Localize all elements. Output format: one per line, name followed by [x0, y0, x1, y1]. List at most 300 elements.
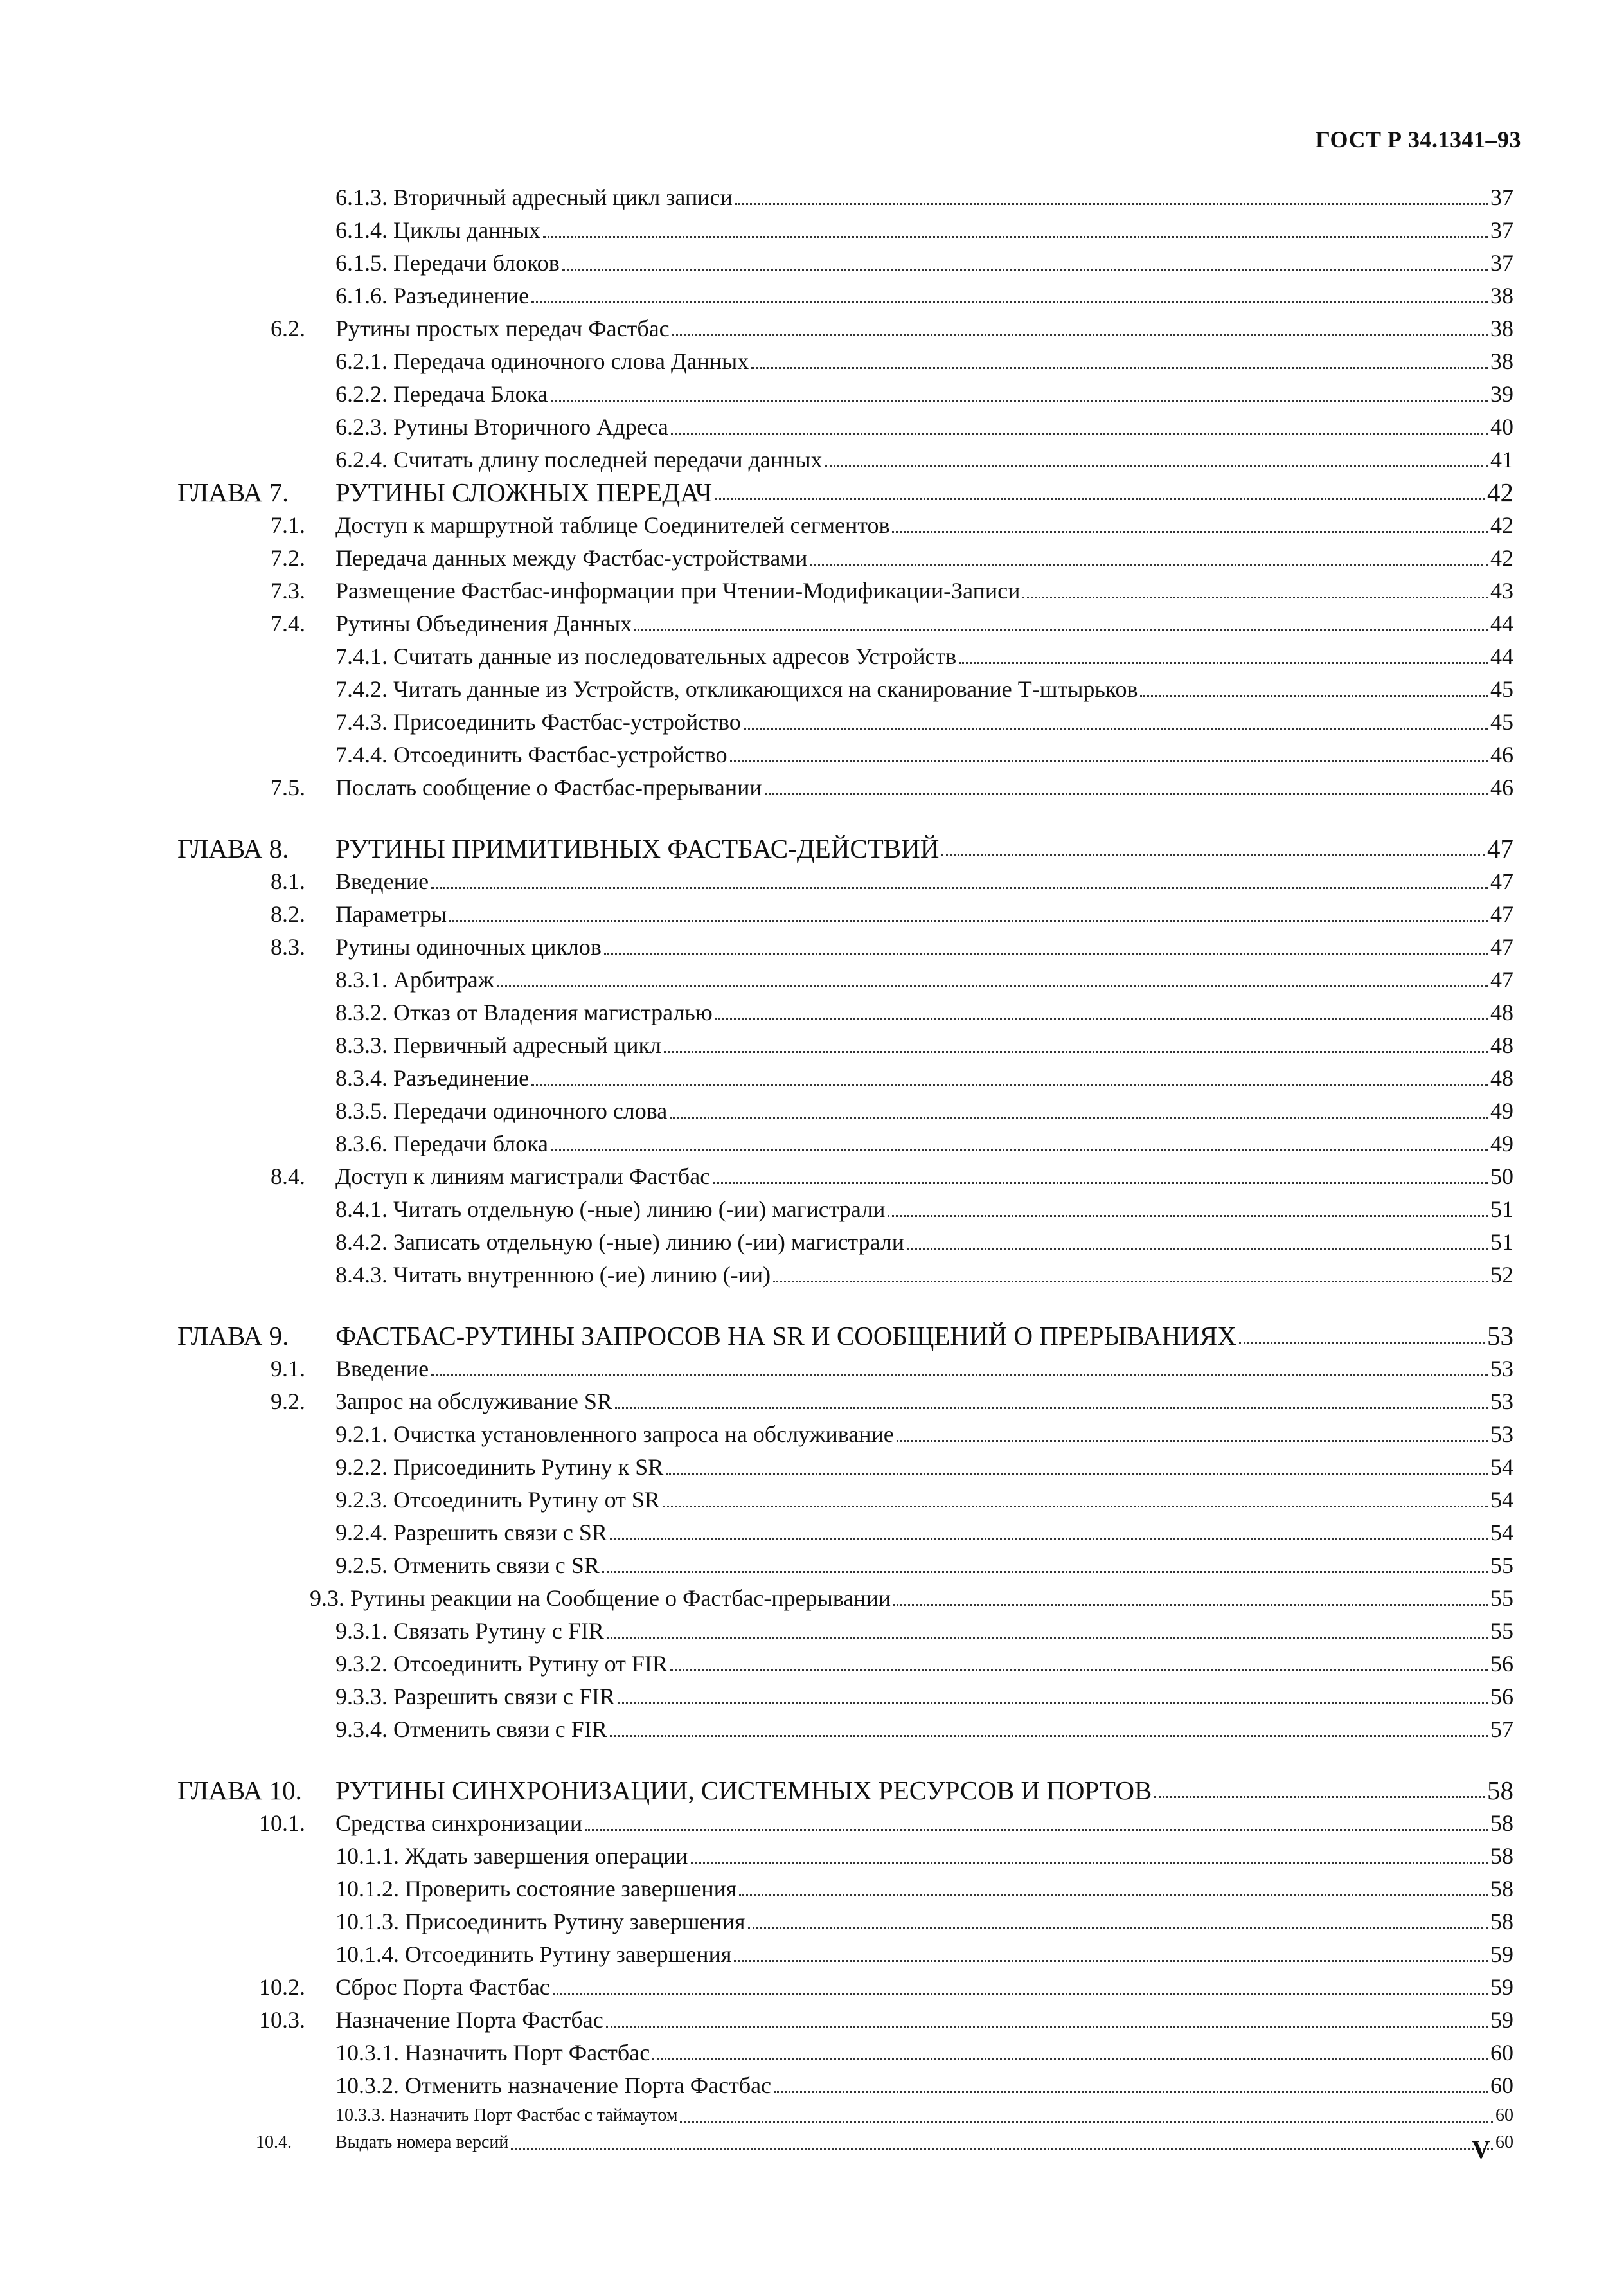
- toc-entry: [335, 832, 1513, 865]
- dot-leader: [773, 1281, 1488, 1282]
- page-number-roman: V: [1472, 2135, 1490, 2164]
- dot-leader: [748, 1927, 1488, 1929]
- toc-page-number: 42: [1487, 478, 1513, 507]
- toc-page-number: 54: [1490, 1487, 1513, 1513]
- table-of-contents: [0, 181, 1624, 2156]
- dot-leader: [734, 1960, 1488, 1962]
- toc-entry: [335, 673, 1513, 706]
- toc-page-number: 38: [1490, 283, 1513, 309]
- toc-entry-title: Введение: [335, 868, 429, 894]
- toc-entry: [335, 312, 1513, 345]
- dot-leader: [691, 1862, 1488, 1864]
- toc-entry-row: [0, 2129, 1624, 2156]
- toc-entry: [335, 640, 1513, 673]
- toc-entry: [335, 542, 1513, 575]
- toc-page-number: 53: [1487, 1321, 1513, 1351]
- toc-entry-number: ГЛАВА 8.: [177, 834, 289, 863]
- toc-entry: [335, 1905, 1513, 1938]
- toc-entry: [335, 1549, 1513, 1582]
- toc-entry-row: [0, 898, 1624, 931]
- toc-entry-title: Передача данных между Фастбас-устройствами: [335, 545, 808, 571]
- toc-entry: [335, 2004, 1513, 2037]
- toc-page-number: 52: [1490, 1262, 1513, 1288]
- toc-entry-title: Размещение Фастбас-информации при Чтении-Модификации-Записи: [335, 578, 1021, 604]
- toc-entry-title: 10.3.1. Назначить Порт Фастбас: [335, 2040, 650, 2065]
- toc-page-number: 58: [1490, 1843, 1513, 1869]
- toc-entry-row: [0, 1582, 1624, 1615]
- toc-entry: [335, 476, 1513, 509]
- toc-entry-row: [0, 2069, 1624, 2102]
- toc-page-number: 48: [1490, 1065, 1513, 1091]
- toc-page-number: 58: [1490, 1810, 1513, 1836]
- toc-page-number: 55: [1490, 1618, 1513, 1644]
- toc-entry-row: [0, 964, 1624, 996]
- toc-entry-row: [0, 1680, 1624, 1713]
- toc-entry-row: [0, 1484, 1624, 1516]
- toc-entry-row: [0, 444, 1624, 476]
- toc-entry-row: [0, 1095, 1624, 1128]
- toc-entry-title: Рутины Объединения Данных: [335, 611, 632, 636]
- toc-page-number: 38: [1490, 316, 1513, 341]
- toc-page-number: 59: [1490, 2007, 1513, 2033]
- toc-entry: [335, 931, 1513, 964]
- toc-entry-title: 10.1.3. Присоединить Рутину завершения: [335, 1909, 745, 1934]
- dot-leader: [602, 1571, 1488, 1573]
- toc-entry: [335, 1840, 1513, 1873]
- toc-entry-title: Рутины простых передач Фастбас: [335, 316, 670, 341]
- dot-leader: [497, 985, 1488, 987]
- toc-entry-title: 8.4.1. Читать отдельную (-ные) линию (-ии) магистрали: [335, 1196, 886, 1222]
- toc-entry-row: [0, 1385, 1624, 1418]
- toc-entry-row: [0, 247, 1624, 280]
- toc-entry-row: [0, 1938, 1624, 1971]
- toc-entry-row: [0, 1029, 1624, 1062]
- toc-entry-number: 9.2.: [271, 1389, 305, 1414]
- toc-entry-number: 8.4.: [271, 1164, 305, 1189]
- toc-entry-number: 7.3.: [271, 578, 305, 604]
- toc-page-number: 39: [1490, 381, 1513, 407]
- toc-entry-title: 9.3.3. Разрешить связи с FIR: [335, 1684, 615, 1709]
- toc-entry-number: 10.3.: [259, 2007, 305, 2033]
- toc-entry-title: 6.1.6. Разъединение: [335, 283, 530, 309]
- toc-entry: [335, 1615, 1513, 1648]
- dot-leader: [680, 2121, 1493, 2123]
- toc-entry-row: [0, 280, 1624, 312]
- toc-entry: [335, 1680, 1513, 1713]
- toc-entry-row: [0, 411, 1624, 444]
- toc-entry-number: ГЛАВА 10.: [177, 1776, 302, 1805]
- toc-page-number: 54: [1490, 1454, 1513, 1480]
- toc-entry: [335, 575, 1513, 607]
- dot-leader: [562, 269, 1488, 271]
- toc-page-number: 47: [1490, 967, 1513, 993]
- toc-entry: [335, 1971, 1513, 2004]
- toc-entry-title: 8.3.4. Разъединение: [335, 1065, 530, 1091]
- toc-entry: [335, 1648, 1513, 1680]
- toc-entry-row: [0, 771, 1624, 804]
- toc-entry: [335, 214, 1513, 247]
- toc-page-number: 43: [1490, 578, 1513, 604]
- dot-leader: [1140, 695, 1488, 697]
- toc-entry-row: [0, 1971, 1624, 2004]
- standard-header: ГОСТ Р 34.1341–93: [1316, 127, 1521, 152]
- toc-page-number: 46: [1490, 775, 1513, 800]
- dot-leader: [893, 1604, 1488, 1606]
- toc-entry-number: 7.2.: [271, 545, 305, 571]
- dot-leader: [664, 1051, 1488, 1053]
- dot-leader: [553, 1993, 1488, 1995]
- toc-page-number: 47: [1487, 834, 1513, 863]
- toc-page-number: 58: [1490, 1876, 1513, 1902]
- toc-page-number: 47: [1490, 934, 1513, 960]
- toc-page-number: 44: [1490, 611, 1513, 636]
- toc-entry-title: ФАСТБАС-РУТИНЫ ЗАПРОСОВ НА SR И СООБЩЕНИЙ О ПРЕРЫВАНИЯХ: [335, 1321, 1236, 1351]
- toc-entry-title: 10.1.4. Отсоединить Рутину завершения: [335, 1941, 732, 1967]
- dot-leader: [663, 1506, 1488, 1507]
- toc-entry: [335, 1062, 1513, 1095]
- toc-entry-title: Рутины одиночных циклов: [335, 934, 602, 960]
- dot-leader: [1154, 1796, 1485, 1798]
- toc-chapter-row: [0, 832, 1624, 865]
- dot-leader: [610, 1538, 1488, 1540]
- toc-entry: [335, 706, 1513, 739]
- toc-page-number: 60: [1495, 2105, 1513, 2125]
- toc-entry-row: [0, 1549, 1624, 1582]
- toc-entry-row: [0, 378, 1624, 411]
- dot-leader: [666, 1473, 1488, 1475]
- toc-entry: [335, 1385, 1513, 1418]
- dot-leader: [744, 728, 1488, 730]
- toc-entry-row: [0, 1516, 1624, 1549]
- toc-entry: [335, 1259, 1513, 1291]
- toc-entry-row: [0, 1648, 1624, 1680]
- toc-page-number: 53: [1490, 1421, 1513, 1447]
- toc-entry-title: 10.3.2. Отменить назначение Порта Фастбас: [335, 2073, 772, 2098]
- toc-entry-row: [0, 1807, 1624, 1840]
- toc-entry: [335, 2102, 1513, 2129]
- toc-page-number: 42: [1490, 512, 1513, 538]
- toc-entry: [335, 1873, 1513, 1905]
- toc-entry: [335, 378, 1513, 411]
- dot-leader: [751, 367, 1488, 369]
- toc-entry: [335, 1451, 1513, 1484]
- toc-page-number: 44: [1490, 643, 1513, 669]
- toc-page-number: 42: [1490, 545, 1513, 571]
- toc-entry: [335, 247, 1513, 280]
- dot-leader: [431, 1374, 1488, 1376]
- dot-leader: [604, 953, 1488, 955]
- toc-entry-title: Послать сообщение о Фастбас-прерывании: [335, 775, 762, 800]
- dot-leader: [511, 2148, 1493, 2150]
- toc-entry-row: [0, 1128, 1624, 1160]
- toc-entry: [335, 1029, 1513, 1062]
- toc-page-number: 47: [1490, 901, 1513, 927]
- toc-entry-title: Назначение Порта Фастбас: [335, 2007, 603, 2033]
- toc-entry: [335, 964, 1513, 996]
- toc-entry-row: [0, 640, 1624, 673]
- toc-entry-title: 6.2.2. Передача Блока: [335, 381, 548, 407]
- toc-page-number: 57: [1490, 1716, 1513, 1742]
- toc-entry-row: [0, 345, 1624, 378]
- toc-page-number: 45: [1490, 676, 1513, 702]
- toc-page-number: 54: [1490, 1520, 1513, 1545]
- toc-entry-row: [0, 739, 1624, 771]
- toc-page-number: 53: [1490, 1356, 1513, 1381]
- toc-entry-title: Запрос на обслуживание SR: [335, 1389, 612, 1414]
- dot-leader: [634, 629, 1488, 631]
- dot-leader: [671, 433, 1488, 435]
- toc-entry: [335, 1713, 1513, 1746]
- toc-entry-title: Средства синхронизации: [335, 1810, 583, 1836]
- toc-entry-title: РУТИНЫ ПРИМИТИВНЫХ ФАСТБАС-ДЕЙСТВИЙ: [335, 834, 940, 863]
- toc-entry-title: 7.4.3. Присоединить Фастбас-устройство: [335, 709, 741, 735]
- toc-entry-title: 9.2.1. Очистка установленного запроса на обслуживание: [335, 1421, 894, 1447]
- toc-entry-title: 9.3. Рутины реакции на Сообщение о Фастбас-прерывании: [310, 1585, 891, 1611]
- toc-page-number: 49: [1490, 1131, 1513, 1156]
- dot-leader: [897, 1440, 1488, 1442]
- dot-leader: [607, 1637, 1488, 1639]
- toc-entry: [335, 1353, 1513, 1385]
- toc-page-number: 55: [1490, 1552, 1513, 1578]
- toc-entry: [335, 1226, 1513, 1259]
- toc-page-number: 58: [1490, 1909, 1513, 1934]
- toc-page-number: 46: [1490, 742, 1513, 768]
- toc-entry-title: 8.3.6. Передачи блока: [335, 1131, 549, 1156]
- toc-entry-row: [0, 1418, 1624, 1451]
- dot-leader: [888, 1215, 1488, 1217]
- toc-entry-title: 9.3.4. Отменить связи с FIR: [335, 1716, 607, 1742]
- toc-entry-row: [0, 865, 1624, 898]
- toc-entry-title: 9.2.3. Отсоединить Рутину от SR: [335, 1487, 660, 1513]
- dot-leader: [431, 887, 1488, 889]
- toc-entry: [335, 345, 1513, 378]
- toc-entry-title: Выдать номера версий: [335, 2132, 509, 2152]
- toc-entry-number: 8.3.: [271, 934, 305, 960]
- toc-entry-title: РУТИНЫ СЛОЖНЫХ ПЕРЕДАЧ: [335, 478, 713, 507]
- toc-chapter-row: [0, 476, 1624, 509]
- toc-entry-title: 7.4.2. Читать данные из Устройств, откликающихся на сканирование Т-штырьков: [335, 676, 1138, 702]
- toc-entry: [335, 1193, 1513, 1226]
- toc-entry: [335, 996, 1513, 1029]
- toc-entry: [335, 1095, 1513, 1128]
- toc-entry: [310, 1582, 1513, 1615]
- dot-leader: [825, 465, 1488, 467]
- toc-entry-title: 9.2.4. Разрешить связи с SR: [335, 1520, 607, 1545]
- toc-chapter-row: [0, 1774, 1624, 1807]
- dot-leader: [713, 1182, 1488, 1184]
- toc-page-number: 60: [1490, 2073, 1513, 2098]
- toc-entry-number: ГЛАВА 9.: [177, 1321, 289, 1351]
- toc-page-number: 51: [1490, 1196, 1513, 1222]
- toc-entry: [335, 2069, 1513, 2102]
- toc-entry-title: 9.3.2. Отсоединить Рутину от FIR: [335, 1651, 668, 1677]
- toc-entry-row: [0, 673, 1624, 706]
- toc-entry: [335, 898, 1513, 931]
- dot-leader: [543, 236, 1488, 238]
- toc-entry-title: РУТИНЫ СИНХРОНИЗАЦИИ, СИСТЕМНЫХ РЕСУРСОВ И ПОРТОВ: [335, 1776, 1152, 1805]
- toc-page-number: 37: [1490, 184, 1513, 210]
- toc-entry-number: 10.2.: [259, 1974, 305, 2000]
- toc-page-number: 56: [1490, 1651, 1513, 1677]
- toc-entry-title: 10.1.2. Проверить состояние завершения: [335, 1876, 737, 1902]
- toc-entry: [335, 1807, 1513, 1840]
- toc-entry-title: 6.1.5. Передачи блоков: [335, 250, 560, 276]
- dot-leader: [670, 1669, 1488, 1671]
- toc-entry: [335, 444, 1513, 476]
- toc-entry-title: 8.3.3. Первичный адресный цикл: [335, 1032, 661, 1058]
- toc-entry-title: 6.2.3. Рутины Вторичного Адреса: [335, 414, 668, 440]
- dot-leader: [941, 854, 1485, 856]
- toc-entry-row: [0, 1259, 1624, 1291]
- toc-entry-title: 9.3.1. Связать Рутину с FIR: [335, 1618, 604, 1644]
- dot-leader: [672, 334, 1488, 336]
- toc-entry-row: [0, 509, 1624, 542]
- toc-entry-title: Параметры: [335, 901, 447, 927]
- dot-leader: [670, 1117, 1488, 1119]
- toc-entry-number: 6.2.: [271, 316, 305, 341]
- toc-entry-row: [0, 1713, 1624, 1746]
- toc-entry-row: [0, 931, 1624, 964]
- toc-entry-title: 8.4.2. Записать отдельную (-ные) линию (-ии) магистрали: [335, 1229, 905, 1255]
- dot-leader: [730, 760, 1488, 762]
- dot-leader: [715, 1018, 1488, 1020]
- dot-leader: [907, 1248, 1488, 1250]
- toc-entry-title: Введение: [335, 1356, 429, 1381]
- dot-leader: [715, 498, 1485, 500]
- toc-entry: [335, 1418, 1513, 1451]
- toc-page-number: 40: [1490, 414, 1513, 440]
- dot-leader: [735, 203, 1488, 205]
- toc-entry-row: [0, 1840, 1624, 1873]
- toc-entry: [335, 509, 1513, 542]
- toc-page-number: 60: [1495, 2132, 1513, 2152]
- toc-entry-row: [0, 1226, 1624, 1259]
- dot-leader: [531, 301, 1488, 303]
- toc-entry-row: [0, 1873, 1624, 1905]
- dot-leader: [892, 531, 1488, 533]
- toc-page-number: 56: [1490, 1684, 1513, 1709]
- toc-entry-row: [0, 996, 1624, 1029]
- toc-entry: [335, 771, 1513, 804]
- toc-page-number: 59: [1490, 1974, 1513, 2000]
- toc-entry-title: 7.4.1. Считать данные из последовательных адресов Устройств: [335, 643, 957, 669]
- toc-entry-number: 7.4.: [271, 611, 305, 636]
- toc-entry-row: [0, 214, 1624, 247]
- toc-entry-row: [0, 312, 1624, 345]
- dot-leader: [615, 1407, 1488, 1409]
- dot-leader: [551, 1149, 1488, 1151]
- toc-entry: [335, 2129, 1513, 2156]
- toc-entry-row: [0, 1905, 1624, 1938]
- dot-leader: [810, 564, 1488, 566]
- dot-leader: [1239, 1342, 1485, 1344]
- toc-page-number: 37: [1490, 250, 1513, 276]
- toc-entry: [335, 1484, 1513, 1516]
- toc-page-number: 47: [1490, 868, 1513, 894]
- toc-entry-title: 10.3.3. Назначить Порт Фастбас с таймаутом: [335, 2105, 678, 2125]
- toc-entry-number: 7.1.: [271, 512, 305, 538]
- toc-entry: [335, 411, 1513, 444]
- toc-page-number: 59: [1490, 1941, 1513, 1967]
- toc-page-number: 48: [1490, 1000, 1513, 1025]
- toc-page-number: 51: [1490, 1229, 1513, 1255]
- dot-leader: [551, 400, 1488, 402]
- dot-leader: [449, 920, 1488, 922]
- toc-entry-title: 8.3.1. Арбитраж: [335, 967, 494, 993]
- toc-entry: [335, 181, 1513, 214]
- dot-leader: [585, 1829, 1488, 1831]
- toc-entry-number: 10.1.: [259, 1810, 305, 1836]
- dot-leader: [531, 1084, 1488, 1086]
- toc-entry: [335, 739, 1513, 771]
- toc-entry-title: Доступ к линиям магистрали Фастбас: [335, 1164, 711, 1189]
- dot-leader: [610, 1735, 1488, 1737]
- toc-entry-title: 7.4.4. Отсоединить Фастбас-устройство: [335, 742, 727, 768]
- toc-entry-title: 6.2.1. Передача одиночного слова Данных: [335, 348, 749, 374]
- toc-entry-title: Сброс Порта Фастбас: [335, 1974, 550, 2000]
- toc-entry: [335, 280, 1513, 312]
- toc-entry-row: [0, 1353, 1624, 1385]
- toc-entry-row: [0, 2037, 1624, 2069]
- toc-entry-title: 9.2.5. Отменить связи с SR: [335, 1552, 600, 1578]
- toc-entry-row: [0, 575, 1624, 607]
- toc-entry-title: 6.1.3. Вторичный адресный цикл записи: [335, 184, 733, 210]
- toc-entry-row: [0, 542, 1624, 575]
- toc-entry-number: 8.1.: [271, 868, 305, 894]
- toc-entry-number: 7.5.: [271, 775, 305, 800]
- toc-page-number: 58: [1487, 1776, 1513, 1805]
- toc-entry-row: [0, 1615, 1624, 1648]
- toc-entry-row: [0, 1193, 1624, 1226]
- dot-leader: [959, 662, 1488, 664]
- toc-entry-number: 8.2.: [271, 901, 305, 927]
- toc-entry: [335, 865, 1513, 898]
- toc-entry: [335, 2037, 1513, 2069]
- toc-entry-row: [0, 1062, 1624, 1095]
- toc-page-number: 60: [1490, 2040, 1513, 2065]
- toc-entry-number: ГЛАВА 7.: [177, 478, 289, 507]
- toc-chapter-row: [0, 1320, 1624, 1353]
- toc-page-number: 41: [1490, 447, 1513, 472]
- toc-entry-number: 10.4.: [256, 2132, 292, 2152]
- toc-entry-row: [0, 1451, 1624, 1484]
- toc-entry-number: 9.1.: [271, 1356, 305, 1381]
- toc-entry: [335, 1516, 1513, 1549]
- toc-page-number: 55: [1490, 1585, 1513, 1611]
- toc-entry-row: [0, 1160, 1624, 1193]
- toc-page-number: 48: [1490, 1032, 1513, 1058]
- toc-entry-title: 8.3.2. Отказ от Владения магистралью: [335, 1000, 713, 1025]
- toc-entry: [335, 607, 1513, 640]
- toc-page-number: 37: [1490, 217, 1513, 243]
- toc-page-number: 53: [1490, 1389, 1513, 1414]
- toc-entry: [335, 1160, 1513, 1193]
- toc-entry-row: [0, 2004, 1624, 2037]
- toc-entry-title: 10.1.1. Ждать завершения операции: [335, 1843, 688, 1869]
- toc-entry: [335, 1128, 1513, 1160]
- toc-entry-row: [0, 706, 1624, 739]
- toc-page-number: 50: [1490, 1164, 1513, 1189]
- toc-entry-title: 8.3.5. Передачи одиночного слова: [335, 1098, 668, 1124]
- toc-page-number: 45: [1490, 709, 1513, 735]
- toc-page-number: 49: [1490, 1098, 1513, 1124]
- dot-leader: [739, 1894, 1488, 1896]
- toc-entry-title: 6.2.4. Считать длину последней передачи данных: [335, 447, 823, 472]
- toc-entry-row: [0, 607, 1624, 640]
- toc-page-number: 38: [1490, 348, 1513, 374]
- toc-entry: [335, 1938, 1513, 1971]
- dot-leader: [1022, 597, 1488, 598]
